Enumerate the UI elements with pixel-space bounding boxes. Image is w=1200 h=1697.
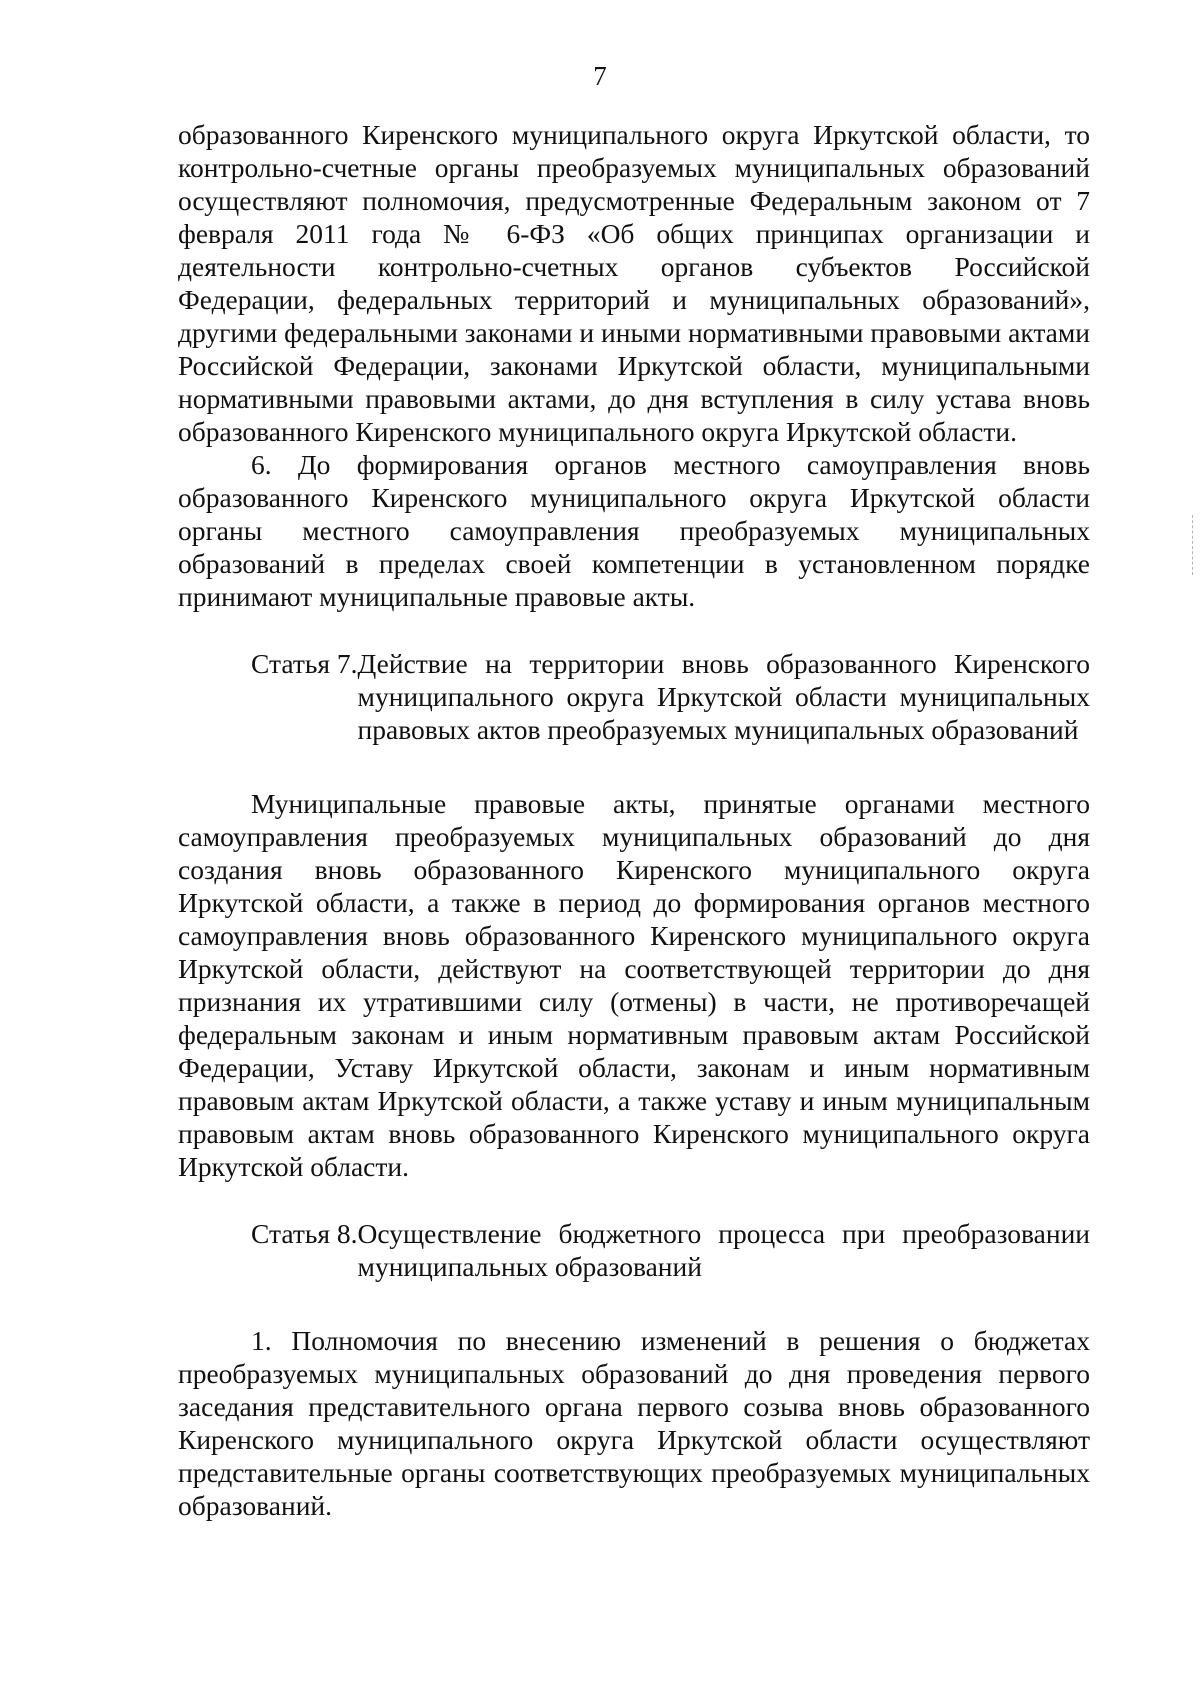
scan-edge-mark (1192, 515, 1194, 575)
paragraph-article-8-item-1: 1. Полномочия по внесению изменений в решения о бюджетах преобразуемых муниципальных образований до дня проведения первого заседания представительного органа первого созыва вновь образованного Киренского муниципального округа Иркутской области осуществляют представительные органы соответствующих преобразуемых муниципальных образований. (178, 1325, 1090, 1521)
paragraph-continuation: образованного Киренского муниципального округа Иркутской области, то контрольно-счетные органы преобразуемых муниципальных образований осуществляют полномочия, предусмотренные Федеральным законом от 7 февраля 2011 года № 6-ФЗ «Об общих принципах организации и деятельности контрольно-счетных органов субъектов Российской Федерации, федеральных территорий и муниципальных образований», другими федеральными законами и иными нормативными правовыми актами Российской Федерации, законами Иркутской области, муниципальными нормативными правовыми актами, до дня вступления в силу устава вновь образованного Киренского муниципального округа Иркутской области. (178, 119, 1090, 447)
document-body (178, 118, 1090, 1522)
paragraph-article-7-body: Муниципальные правовые акты, принятые органами местного самоуправления преобразуемых муниципальных образований до дня создания вновь образованного Киренского муниципального округа Иркутской области, а также в период до формирования органов местного самоуправления вновь образованного Киренского муниципального округа Иркутской области, действуют на соответствующей территории до дня признания их утратившими силу (отмены) в части, не противоречащей федеральным законам и иным нормативным правовым актам Российской Федерации, Уставу Иркутской области, законам и иным нормативным правовым актам Иркутской области, а также уставу и иным муниципальным правовым актам вновь образованного Киренского муниципального округа Иркутской области. (178, 788, 1090, 1182)
article-8-title: Осуществление бюджетного процесса при преобразовании муниципальных образований (357, 1218, 1090, 1282)
paragraph-item-6: 6. До формирования органов местного самоуправления вновь образованного Киренского муниципального округа Иркутской области органы местного самоуправления преобразуемых муниципальных образований в пределах своей компетенции в установленном порядке принимают муниципальные правовые акты. (178, 449, 1090, 612)
article-7-title: Действие на территории вновь образованного Киренского муниципального округа Иркутской области муниципальных правовых актов преобразуемых муниципальных образований (357, 648, 1090, 745)
page-number: 7 (593, 61, 607, 91)
article-8-label: Статья 8. (251, 1218, 358, 1249)
article-8-heading (251, 1217, 1090, 1283)
article-7-heading (251, 647, 1090, 746)
article-7-label: Статья 7. (251, 648, 358, 679)
